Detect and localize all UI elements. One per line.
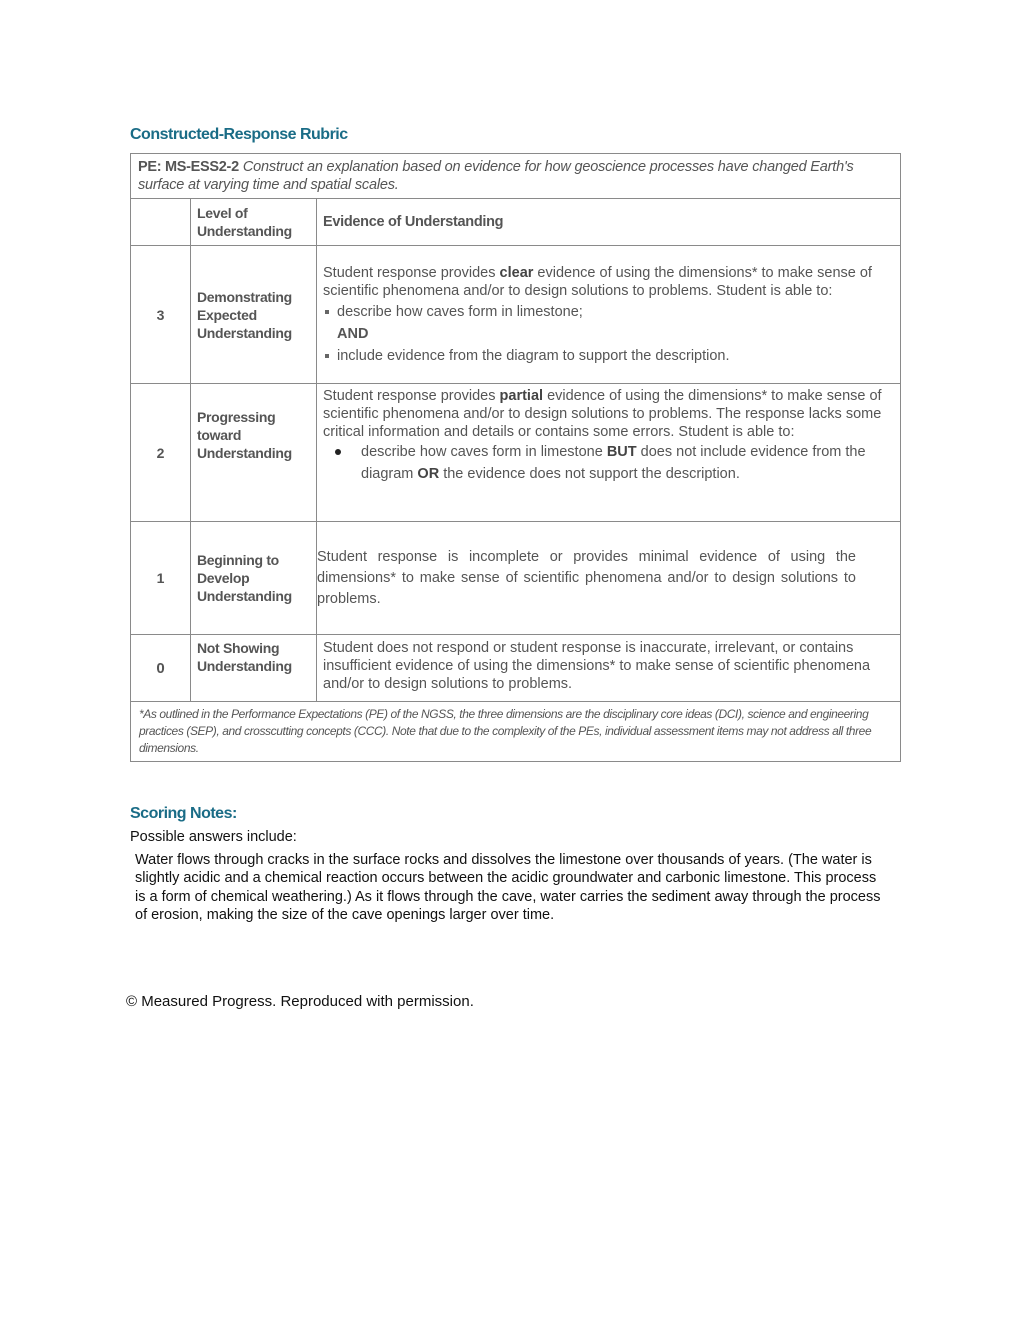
emphasis-partial: partial — [499, 388, 544, 404]
score-cell: 0 — [131, 635, 191, 702]
pe-text: Construct an explanation based on evidence for how geoscience processes have changed Earth's surface at varying time and spatial scales. — [138, 159, 854, 193]
scoring-notes-answer: Water flows through cracks in the surface rocks and dissolves the limestone over thousands of years. (The water is slightly acidic and a chemical reaction occurs between the acidic groundwater and carbonic limestone. This process is a form of chemical weathering.) As it flows through the cave, water carries the sediment away through the process of erosion, making the size of the cave openings larger over time. — [135, 852, 881, 923]
level-cell: Not Showing Understanding — [191, 635, 317, 702]
header-score — [131, 199, 191, 246]
table-row — [131, 635, 901, 702]
criteria-list — [323, 347, 894, 365]
score-cell: 3 — [131, 246, 191, 384]
square-bullet-icon — [325, 354, 329, 358]
level-cell: Progressing toward Understanding — [191, 384, 317, 522]
evidence-intro: Student response provides clear evidence of using the dimensions* to make sense of scientific phenomena and/or to design solutions to problems. Student is able to: — [323, 265, 872, 299]
header-row — [131, 199, 901, 246]
header-evidence: Evidence of Understanding — [317, 199, 901, 246]
level-cell: Demonstrating Expected Understanding — [191, 246, 317, 384]
pe-code: PE: MS-ESS2-2 — [138, 159, 239, 175]
criteria-list — [323, 303, 894, 321]
table-row — [131, 522, 901, 635]
pe-cell — [131, 154, 901, 199]
pe-row — [131, 154, 901, 199]
evidence-cell: Student response is incomplete or provides minimal evidence of using the dimensions* to make sense of scientific phenomena and/or to design solutions to problems. — [317, 522, 901, 635]
emphasis-clear: clear — [499, 265, 534, 281]
round-bullet-icon — [335, 449, 341, 455]
table-row — [131, 246, 901, 384]
evidence-cell — [317, 246, 901, 384]
score-cell: 1 — [131, 522, 191, 635]
evidence-cell: Student does not respond or student response is inaccurate, irrelevant, or contains insufficient evidence of using the dimensions* to make sense of scientific phenomena and/or to design solutions to problems. — [317, 635, 901, 702]
list-item: describe how caves form in limestone BUT does not include evidence from the diagram OR the evidence does not support the description. — [323, 441, 894, 485]
footnote-row — [131, 702, 901, 762]
list-item: describe how caves form in limestone; — [323, 303, 894, 321]
and-connector: AND — [337, 326, 369, 342]
evidence-cell — [317, 384, 901, 522]
score-cell: 2 — [131, 384, 191, 522]
evidence-intro: Student response provides partial evidence of using the dimensions* to make sense of scientific phenomena and/or to design solutions to problems. The response lacks some critical information and details or contains some errors. Student is able to: — [323, 388, 882, 440]
header-level: Level of Understanding — [191, 199, 317, 246]
table-row — [131, 384, 901, 522]
footnote: *As outlined in the Performance Expectations (PE) of the NGSS, the three dimensions are the disciplinary core ideas (DCI), science and engineering practices (SEP), and crosscutting concepts (CCC). Note that due to the complexity of the PEs, individual assessment items may not address all three dimensions. — [131, 702, 901, 762]
criteria-list — [323, 441, 894, 485]
page-title: Constructed-Response Rubric — [130, 126, 348, 143]
copyright-notice: © Measured Progress. Reproduced with permission. — [126, 993, 474, 1010]
scoring-notes-intro: Possible answers include: — [130, 829, 297, 845]
level-cell: Beginning to Develop Understanding — [191, 522, 317, 635]
list-item: include evidence from the diagram to support the description. — [323, 347, 894, 365]
square-bullet-icon — [325, 310, 329, 314]
scoring-notes-heading: Scoring Notes: — [130, 805, 237, 822]
rubric-table — [130, 153, 901, 762]
